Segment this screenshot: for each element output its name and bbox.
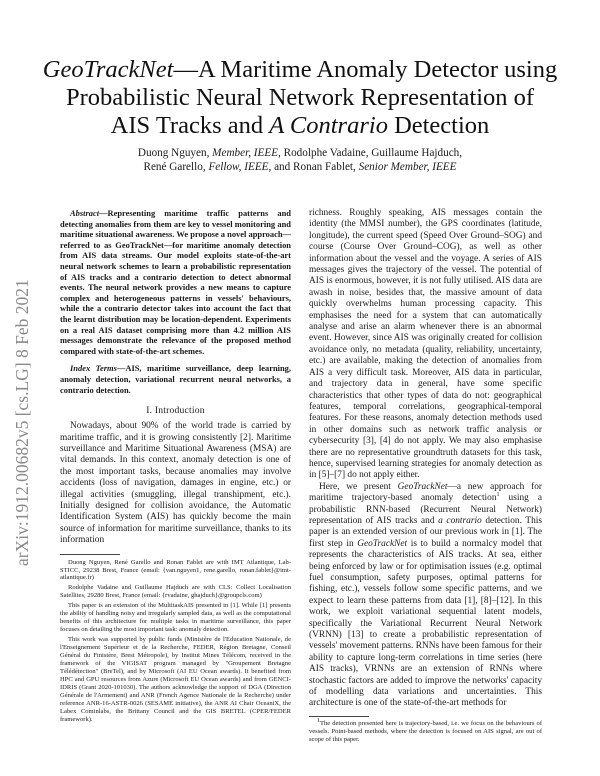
model-name: GeoTrackNet [357,538,408,549]
author-name: René Garello, [143,161,206,173]
text: is to build a normalcy model that represents the characteristics of AIS tracks. At sea, either being enforced by law or for optimisation issues (e.g. optimal fuel consumption, safety purposes, optimal patterns for fishing, etc.), vessels follow some specific patterns, and we expect to learn these patterns from data [1], [8]–[12]. In this work, we exploit variational sequential latent models, specifically the Variational Recurrent Neural Network (VRNN) [13] to create a probabilistic representation of vessels' movement patterns. RNNs have been famous for their ability to capture long-term correlations in time series (here AIS tracks), VRNNs are an extension of RNNs where stochastic factors are added to improve the networks' capacity of modelling data variations and uncertainties. This architecture is one of the state-of-the-art methods for [309,538,542,709]
title-part: —A Maritime Anomaly Detector using [173,56,558,83]
title-line-2: Probabilistic Neural Network Representation of [65,84,535,111]
author-name: and Ronan Fablet, [271,161,356,173]
author-grade: Senior Member, IEEE [358,161,457,173]
right-column [309,208,542,744]
intro-paragraph: Nowadays, about 90% of the world trade is carried by maritime traffic, and it is growing consistently [2]. Maritime surveillance and Maritime Situational Awareness (MSA) are vital demands. In this context, anomaly detection is one of the most important tasks, because anomalies may involve accidents (loss of navigation, damages in engine, etc.) or illegal activities (smuggling, illegal transhipment, etc.). Initially designed for collision avoidance, the Automatic Identification System (AIS) has quickly become the main source of information for maritime surveillance, thanks to its information [60,421,291,546]
author-name: Duong Nguyen, [137,147,210,159]
text: Here, we present [319,481,398,492]
body-paragraph [309,482,542,710]
title-part: Detection [387,112,490,139]
left-column [60,208,291,726]
body-paragraph: richness. Roughly speaking, AIS messages contain the identity (the MMSI number), the GPS coordinates (latitude, longitude), the current speed (Speed Over Ground–SOG) and course (Course Over Ground–COG), as well as other information about the vessel and the voyage. A series of AIS messages gives the trajectory of the vessel. The potential of AIS is enormous, however, it is not fully utilised. AIS data are awash in noise, besides that, the massive amount of data quickly overwhelms human processing capacity. This emphasises the need for a system that can automatically analyse and arise an alarm whenever there is an abnormal event. However, since AIS was originally created for collision avoidance only, no metadata (quality, reliability, uncertainty, etc.) are available, making the detection of anomalies from AIS a very difficult task. Moreover, AIS data in particular, and trajectory data in general, have some specific characteristics that other types of data do not: geographical features, temporal correlations, geographical-temporal features. For these reasons, anomaly detection methods used in other domains such as network traffic analysis or cybersecurity [3], [4] do not apply. We may also emphasise there are no representative groundtruth datasets for this task, hence, supervised learning strategies for anomaly detection as in [5]–[7] do not apply either. [309,208,542,481]
title-italic-term: A Contrario [269,112,388,139]
author-grade: Fellow, IEEE, [208,161,272,173]
footnote-funding: This work was supported by public funds (Ministère de l'Education Nationale, de l'Enseignement Supérieur et de la Recherche, FEDER, Région Bretagne, Conseil Général du Finistère, Brest Métropole), by Institut Mines Télécom, received in the framework of the VIGISAT program managed by "Groupement Bretagne Télédétection" (BreTel), and by Microsoft (AI EU Ocean awards). It benefited from HPC and GPU resources from Azure (Microsoft EU Ocean awards) and from GENCI-IDRIS (Grant 2020-101030). The authors acknowledge the support of DGA (Direction Générale de l'Armement) and ANR (French Agence Nationale de la Recherche) under reference ANR-16-ASTR-0026 (SESAME initiative), the ANR AI Chair OceaniX, the Labex Cominlabs, the Brittany Council and the GIS BRETEL (CPER/FEDER framework). [60,636,291,723]
text: using a probabilistic RNN-based (Recurrent Neural Network) representation of AIS tracks and [309,493,542,526]
abstract-text: —Representing maritime traffic patterns and detecting anomalies from them are key to vessel monitoring and maritime situational awareness. We propose a novel approach—referred to as GeoTrackNet—for maritime anomaly detection from AIS data streams. Our model exploits state-of-the-art neural network schemes to learn a probabilistic representation of AIS tracks and a contrario detection to detect abnormal events. The neural network provides a new means to capture complex and heterogeneous patterns in vessels' behaviours, while the a contrario detector takes into account the fact that the learnt distribution may be location-dependent. Experiments on a real AIS dataset comprising more than 4.2 million AIS messages demonstrate the relevance of the proposed method compared with state-of-the-art schemes. [60,208,291,356]
footnote-text: The detection presented here is trajectory-based, i.e. we focus on the behaviours of vessels. Point-based methods, where the detection is focused on AIS signal, are out of scope of this paper. [309,719,542,743]
title-part: AIS Tracks and [110,112,270,139]
index-terms-label: Index Terms [70,363,117,374]
footnote-affiliation-1: Duong Nguyen, René Garello and Ronan Fablet are with IMT Atlantique, Lab-STICC, 29238 Brest, France (email: {van.nguyen1, rene.garello, ronan.fablet}@imt-atlantique.fr) [60,558,291,582]
footnote-rule [60,554,120,555]
author-list [40,146,560,174]
abstract [60,208,291,356]
section-heading: I. Introduction [146,405,205,417]
abstract-label: Abstract [70,208,100,218]
footnote-extension: This paper is an extension of the MultitaskAIS presented in [1]. While [1] presents the ability of handling noisy and irregularly sampled data, as well as the computational benefits of this architecture for multiple tasks in maritime surveillance, this paper focuses on detailing the most important task: anomaly detection. [60,602,291,634]
author-grade: Member, IEEE, [212,147,281,159]
text: —a new approach for maritime trajectory-based anomaly detection [309,481,542,504]
text: detection. This paper is an extended version of our previous work in [1]. The first step in [309,515,542,549]
italic-term: a contrario [438,515,482,526]
arxiv-identifier: arXiv:1912.00682v5 [cs.LG] 8 Feb 2021 [12,279,32,566]
footnote-marker: 1 [317,717,320,724]
paper-title [40,56,560,140]
index-terms-text: —AIS, maritime surveillance, deep learning, anomaly detection, variational recurrent neural networks, a contrario detection. [60,363,292,395]
title-model-name: GeoTrackNet [42,56,174,83]
model-name: GeoTrackNet [397,481,448,492]
author-name: Rodolphe Vadaine, Guillaume Hajduch, [280,147,463,159]
footnote-trajectory [309,717,542,744]
footnote-marker: 1 [496,492,500,499]
index-terms [60,363,291,395]
footnote-affiliation-2: Rodolphe Vadaine and Guillaume Hajduch are with CLS: Collect Localisation Satellites, 29280 Brest, France (email: {rvadaine, ghajduch}@groupcls.com) [60,584,291,600]
